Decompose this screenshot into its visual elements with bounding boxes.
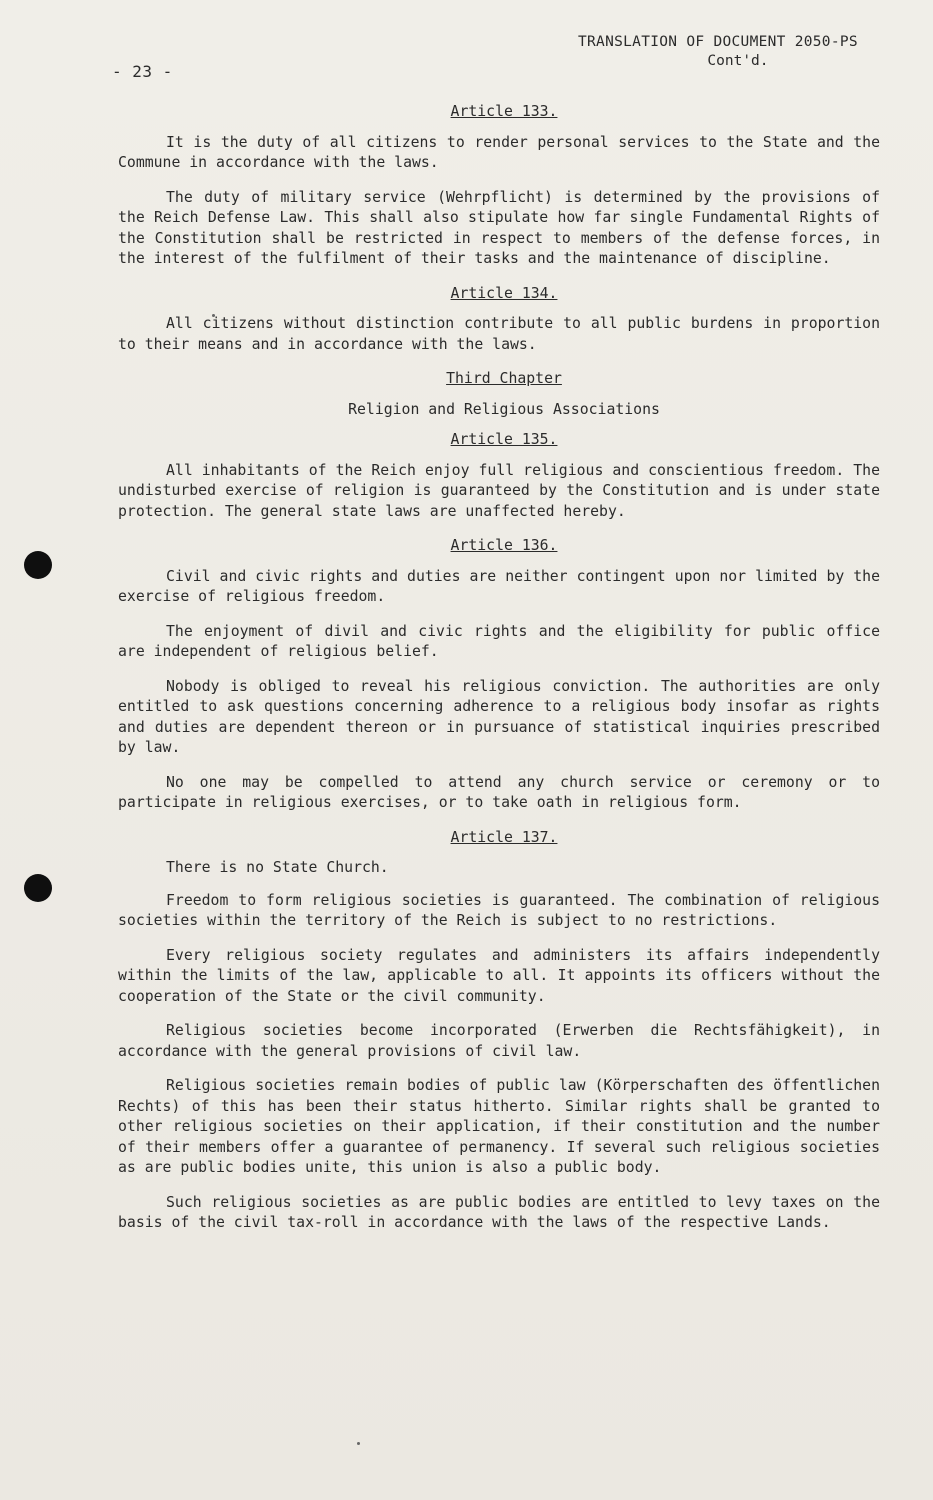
document-title: TRANSLATION OF DOCUMENT 2050-PS bbox=[578, 34, 858, 50]
paragraph: Freedom to form religious societies is guaranteed. The combination of religious societies within the territory of the Reich is subject to no restrictions. bbox=[118, 891, 880, 929]
paragraph: Religious societies remain bodies of public law (Körperschaften des öffentlichen Rechts) of this has been their status hitherto. Similar rights shall be granted to other religious societies on their application, if their constitution and the number of their members offer a guarantee of permanency. If several such religious societies as are public bodies unite, this union is also a public body. bbox=[118, 1077, 880, 1176]
paragraph: There is no State Church. bbox=[166, 859, 389, 876]
paragraph: Religious societies become incorporated (Erwerben die Rechtsfähigkeit), in accordance with the general provisions of civil law. bbox=[118, 1022, 880, 1060]
paragraph: No one may be compelled to attend any church service or ceremony or to participate in religious exercises, or to take oath in religious form. bbox=[118, 773, 880, 811]
continued-label: Cont'd. bbox=[707, 53, 769, 69]
article-heading: Article 136. bbox=[450, 537, 558, 554]
paragraph: Every religious society regulates and administers its affairs independently within the limits of the law, applicable to all. It appoints its officers without the cooperation of the State or the civil community. bbox=[118, 946, 880, 1005]
paragraph: Civil and civic rights and duties are neither contingent upon nor limited by the exercise of religious freedom. bbox=[118, 567, 880, 605]
speck-mark bbox=[357, 1442, 360, 1445]
page-number: - 23 - bbox=[112, 62, 173, 81]
paragraph: All inhabitants of the Reich enjoy full religious and conscientious freedom. The undisturbed exercise of religion is guaranteed by the Constitution and is under state protection. The general state laws are unaffected hereby. bbox=[118, 461, 880, 520]
article-heading: Article 133. bbox=[450, 103, 558, 120]
chapter-heading: Third Chapter bbox=[446, 370, 562, 387]
article-heading: Article 137. bbox=[450, 828, 558, 846]
document-header bbox=[578, 33, 858, 71]
punch-hole bbox=[24, 551, 52, 579]
paragraph: The duty of military service (Wehrpflicht) is determined by the provisions of the Reich Defense Law. This shall also stipulate how far single Fundamental Rights of the Constitution shall be restricted in respect to members of the defense forces, in the interest of the fulfilment of their tasks and the maintenance of discipline. bbox=[118, 188, 880, 267]
paragraph: The enjoyment of divil and civic rights and the eligibility for public office are independent of religious belief. bbox=[118, 622, 880, 660]
paragraph: It is the duty of all citizens to render personal services to the State and the Commune in accordance with the laws. bbox=[118, 133, 880, 171]
punch-hole bbox=[24, 874, 52, 902]
paragraph: Nobody is obliged to reveal his religious conviction. The authorities are only entitled to ask questions concerning adherence to a religious body insofar as rights and duties are dependent thereon or in pursuance of statistical inquiries prescribed by law. bbox=[118, 677, 880, 756]
chapter-subheading: Religion and Religious Associations bbox=[348, 400, 660, 418]
paragraph: All citizens without distinction contribute to all public burdens in proportion to their means and in accordance with the laws. bbox=[118, 315, 880, 353]
article-heading: Article 135. bbox=[450, 431, 558, 448]
paragraph: Such religious societies as are public bodies are entitled to levy taxes on the basis of the civil tax-roll in accordance with the laws of the respective Lands. bbox=[118, 1193, 880, 1231]
article-heading: Article 134. bbox=[450, 284, 558, 302]
document-body bbox=[118, 96, 880, 1248]
